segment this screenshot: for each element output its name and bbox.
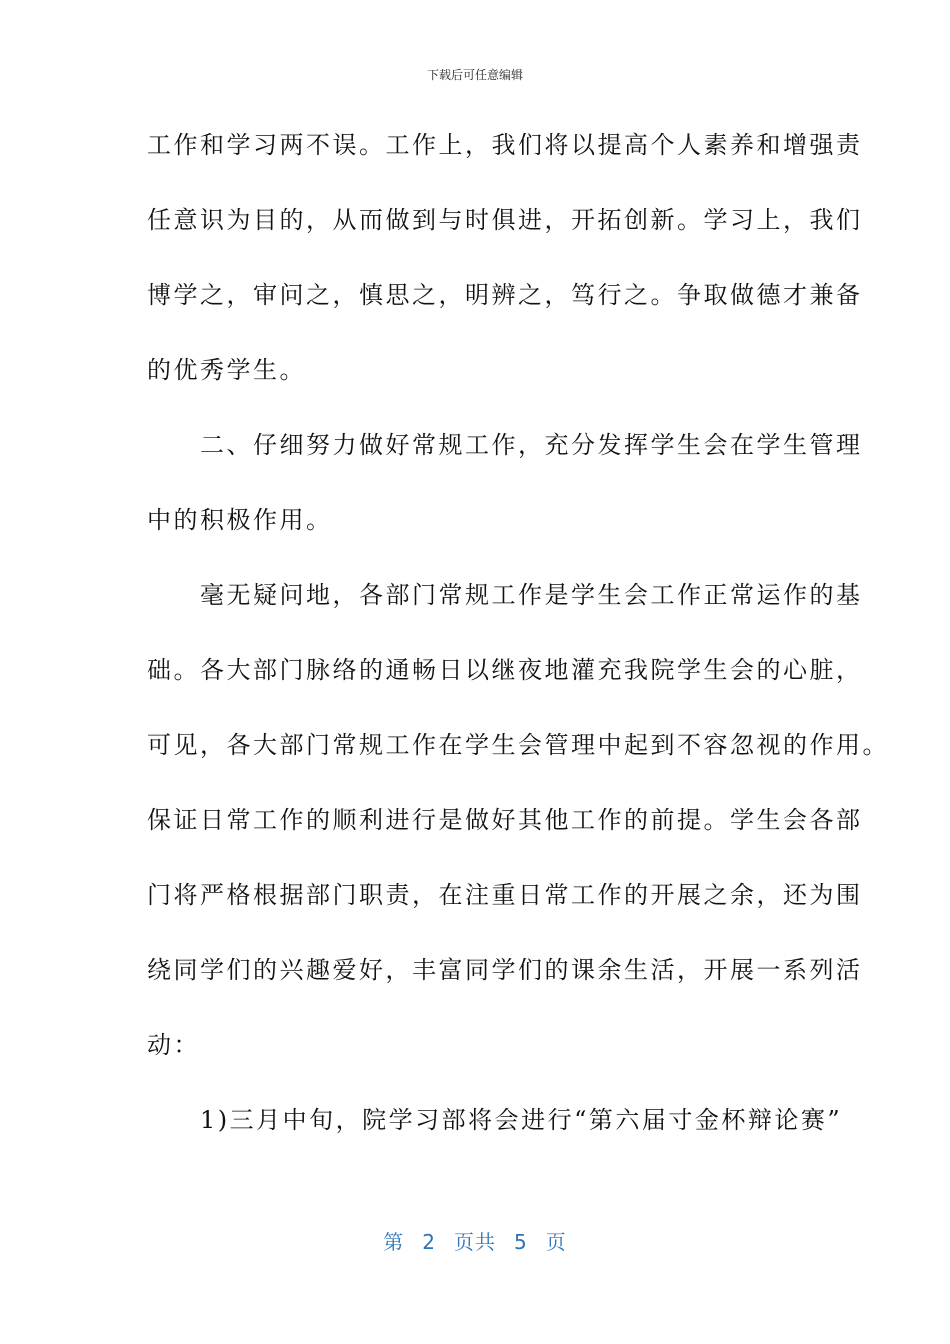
- body-line-12: 绕同学们的兴趣爱好，丰富同学们的课余生活，开展一系列活: [147, 956, 863, 984]
- footer-page-suffix: 页: [545, 1230, 567, 1254]
- body-line-10: 保证日常工作的顺利进行是做好其他工作的前提。学生会各部: [147, 806, 863, 834]
- footer-page-middle: 页共: [454, 1230, 496, 1254]
- footer-page-prefix: 第: [383, 1230, 405, 1254]
- footer-current-page: 2: [422, 1230, 436, 1254]
- body-line-5: 二、仔细努力做好常规工作，充分发挥学生会在学生管理: [147, 431, 863, 459]
- body-line-4: 的优秀学生。: [147, 356, 306, 384]
- footer-total-pages: 5: [514, 1230, 528, 1254]
- body-line-14: 1)三月中旬，院学习部将会进行“第六届寸金杯辩论赛”: [147, 1106, 843, 1134]
- body-line-3: 博学之，审问之，慎思之，明辨之，笃行之。争取做德才兼备: [147, 281, 863, 309]
- page-footer: [0, 1226, 950, 1255]
- body-line-6: 中的积极作用。: [147, 506, 333, 534]
- body-line-7: 毫无疑问地，各部门常规工作是学生会工作正常运作的基: [147, 581, 863, 609]
- body-line-2: 任意识为目的，从而做到与时俱进，开拓创新。学习上，我们: [147, 206, 863, 234]
- body-line-13: 动：: [147, 1031, 200, 1059]
- body-line-9: 可见，各大部门常规工作在学生会管理中起到不容忽视的作用。: [147, 731, 889, 759]
- page-header-note: 下载后可任意编辑: [426, 68, 523, 82]
- body-line-11: 门将严格根据部门职责，在注重日常工作的开展之余，还为围: [147, 881, 863, 909]
- body-line-1: 工作和学习两不误。工作上，我们将以提高个人素养和增强责: [147, 131, 863, 159]
- body-line-8: 础。各大部门脉络的通畅日以继夜地灌充我院学生会的心脏，: [147, 656, 863, 684]
